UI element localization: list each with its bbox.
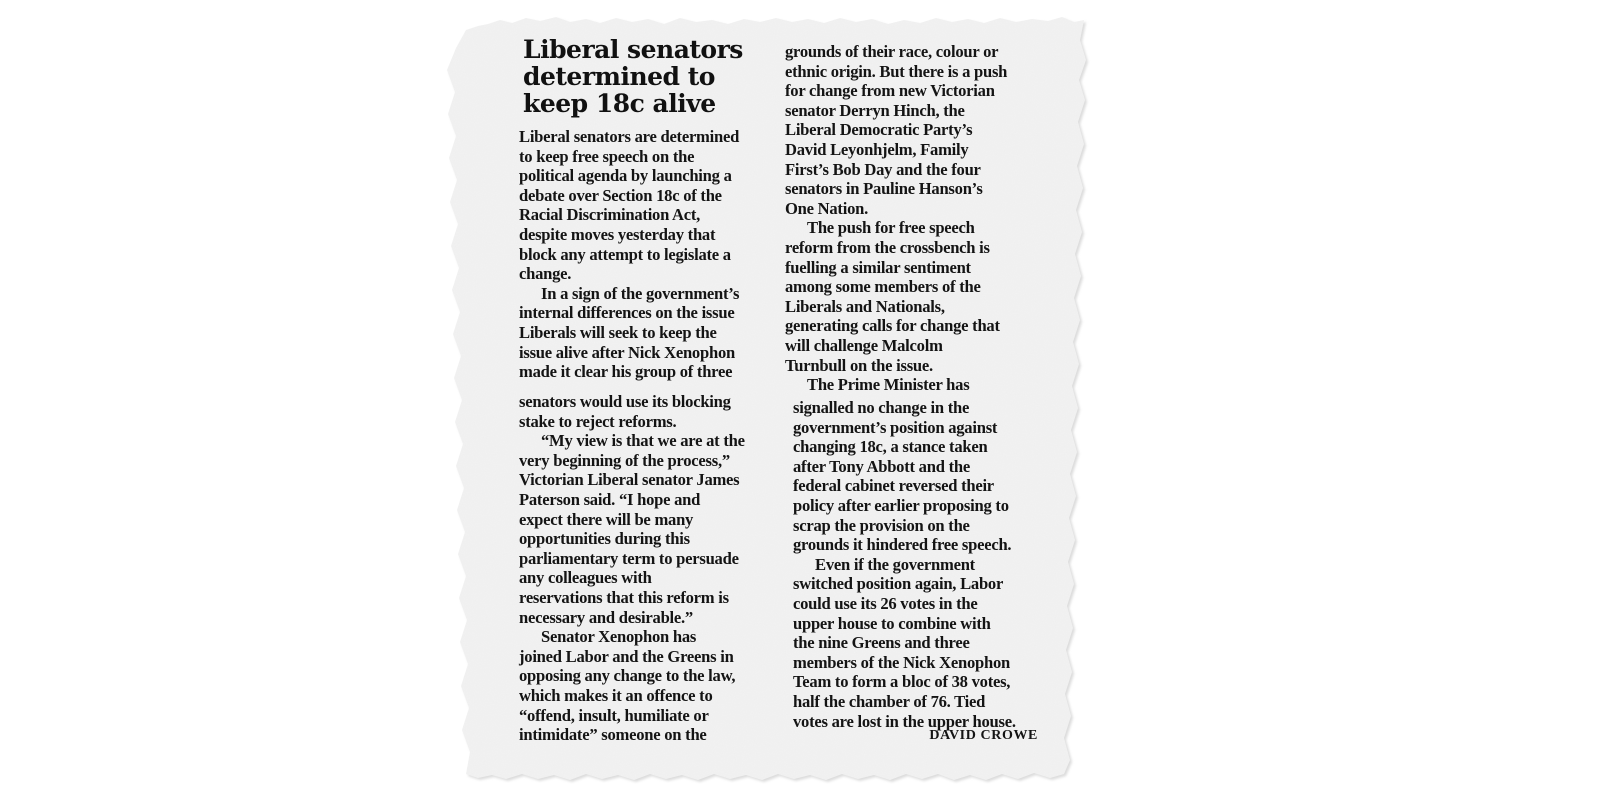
article-text-line: Victorian Liberal senator James bbox=[519, 470, 740, 490]
article-text-line: among some members of the bbox=[785, 277, 981, 297]
article-text-line: scrap the provision on the bbox=[793, 515, 970, 535]
article-text-line: First’s Bob Day and the four bbox=[785, 159, 981, 179]
article-text-line: senators in Pauline Hanson’s bbox=[785, 179, 983, 199]
article-text-line: internal differences on the issue bbox=[519, 303, 735, 323]
article-text-line: Liberals and Nationals, bbox=[785, 296, 945, 316]
article-text-line: Liberals will seek to keep the bbox=[519, 322, 717, 342]
article-text-line: federal cabinet reversed their bbox=[793, 476, 994, 496]
article-text-line: opportunities during this bbox=[519, 529, 690, 549]
article-text-line: political agenda by launching a bbox=[519, 166, 732, 186]
article-text-line: block any attempt to legislate a bbox=[519, 244, 731, 264]
article-text-line: stake to reject reforms. bbox=[519, 411, 677, 431]
article-text-line: One Nation. bbox=[785, 198, 868, 218]
article-text-line: “My view is that we are at the bbox=[541, 431, 745, 451]
headline-line: Liberal senators bbox=[523, 35, 743, 64]
article-text-line: policy after earlier proposing to bbox=[793, 495, 1009, 515]
article-text-line: half the chamber of 76. Tied bbox=[793, 691, 986, 711]
article-text-line: ethnic origin. But there is a push bbox=[785, 61, 1008, 81]
article-text-line: government’s position against bbox=[793, 417, 998, 437]
article-text-line: necessary and desirable.” bbox=[519, 607, 693, 627]
article-column-1-lower bbox=[519, 392, 759, 745]
article-text-line: votes are lost in the upper house. bbox=[793, 711, 1016, 731]
article-text-line: issue alive after Nick Xenophon bbox=[519, 342, 735, 362]
headline-line: determined to bbox=[523, 62, 715, 91]
article-text-line: expect there will be many bbox=[519, 509, 694, 529]
article-text-line: Paterson said. “I hope and bbox=[519, 489, 701, 509]
article-text-line: David Leyonhjelm, Family bbox=[785, 139, 969, 159]
article-text-line: senator Derryn Hinch, the bbox=[785, 100, 965, 120]
article-text-line: Even if the government bbox=[815, 554, 975, 574]
article-text-line: Liberal senators are determined bbox=[519, 127, 740, 146]
article-text-line: signalled no change in the bbox=[793, 398, 970, 417]
article-text-line: after Tony Abbott and the bbox=[793, 456, 970, 476]
article-text-line: any colleagues with bbox=[519, 568, 652, 588]
article-headline bbox=[523, 36, 763, 117]
article-text-line: intimidate” someone on the bbox=[519, 725, 707, 745]
article-text-line: The push for free speech bbox=[807, 218, 975, 238]
article-column-1-upper bbox=[519, 127, 759, 382]
article-column-2-lower bbox=[793, 398, 1038, 731]
article-text-line: fuelling a similar sentiment bbox=[785, 257, 971, 277]
article-text-line: upper house to combine with bbox=[793, 613, 991, 633]
article-text-line: grounds of their race, colour or bbox=[785, 42, 999, 61]
article-text-line: parliamentary term to persuade bbox=[519, 548, 739, 568]
article-text-line: very beginning of the process,” bbox=[519, 450, 730, 470]
article-text-line: generating calls for change that bbox=[785, 316, 1000, 336]
article-text-line: Liberal Democratic Party’s bbox=[785, 120, 973, 140]
article-text-line: Team to form a bloc of 38 votes, bbox=[793, 672, 1011, 692]
article-text-line: reservations that this reform is bbox=[519, 587, 729, 607]
article-text-line: joined Labor and the Greens in bbox=[519, 646, 734, 666]
article-text-line: change. bbox=[519, 264, 572, 284]
article-text-line: changing 18c, a stance taken bbox=[793, 437, 988, 457]
article-text-line: opposing any change to the law, bbox=[519, 666, 736, 686]
article-text-line: for change from new Victorian bbox=[785, 81, 995, 101]
article-text-line: The Prime Minister has bbox=[807, 375, 970, 395]
article-column-2-upper bbox=[785, 42, 1030, 395]
article-text-line: “offend, insult, humiliate or bbox=[519, 705, 709, 725]
article-text-line: will challenge Malcolm bbox=[785, 335, 943, 355]
article-text-line: could use its 26 votes in the bbox=[793, 593, 978, 613]
article-text-line: debate over Section 18c of the bbox=[519, 185, 722, 205]
article-text-line: to keep free speech on the bbox=[519, 146, 695, 166]
article-text-line: grounds it hindered free speech. bbox=[793, 535, 1012, 555]
byline: DAVID CROWE bbox=[929, 728, 1038, 743]
article-text-line: Senator Xenophon has bbox=[541, 627, 697, 647]
article-text-line: Racial Discrimination Act, bbox=[519, 205, 701, 225]
article-text-line: senators would use its blocking bbox=[519, 392, 731, 411]
article-text-line: In a sign of the government’s bbox=[541, 283, 740, 303]
article-text-line: members of the Nick Xenophon bbox=[793, 652, 1011, 672]
article-text-line: made it clear his group of three bbox=[519, 362, 733, 382]
article-text-line: despite moves yesterday that bbox=[519, 224, 716, 244]
article-text-line: reform from the crossbench is bbox=[785, 237, 990, 257]
article-text-line: Turnbull on the issue. bbox=[785, 355, 933, 375]
headline-line: keep 18c alive bbox=[523, 89, 716, 118]
article-text-line: which makes it an offence to bbox=[519, 685, 713, 705]
article-text-line: the nine Greens and three bbox=[793, 633, 970, 653]
article-text-line: switched position again, Labor bbox=[793, 574, 1004, 594]
